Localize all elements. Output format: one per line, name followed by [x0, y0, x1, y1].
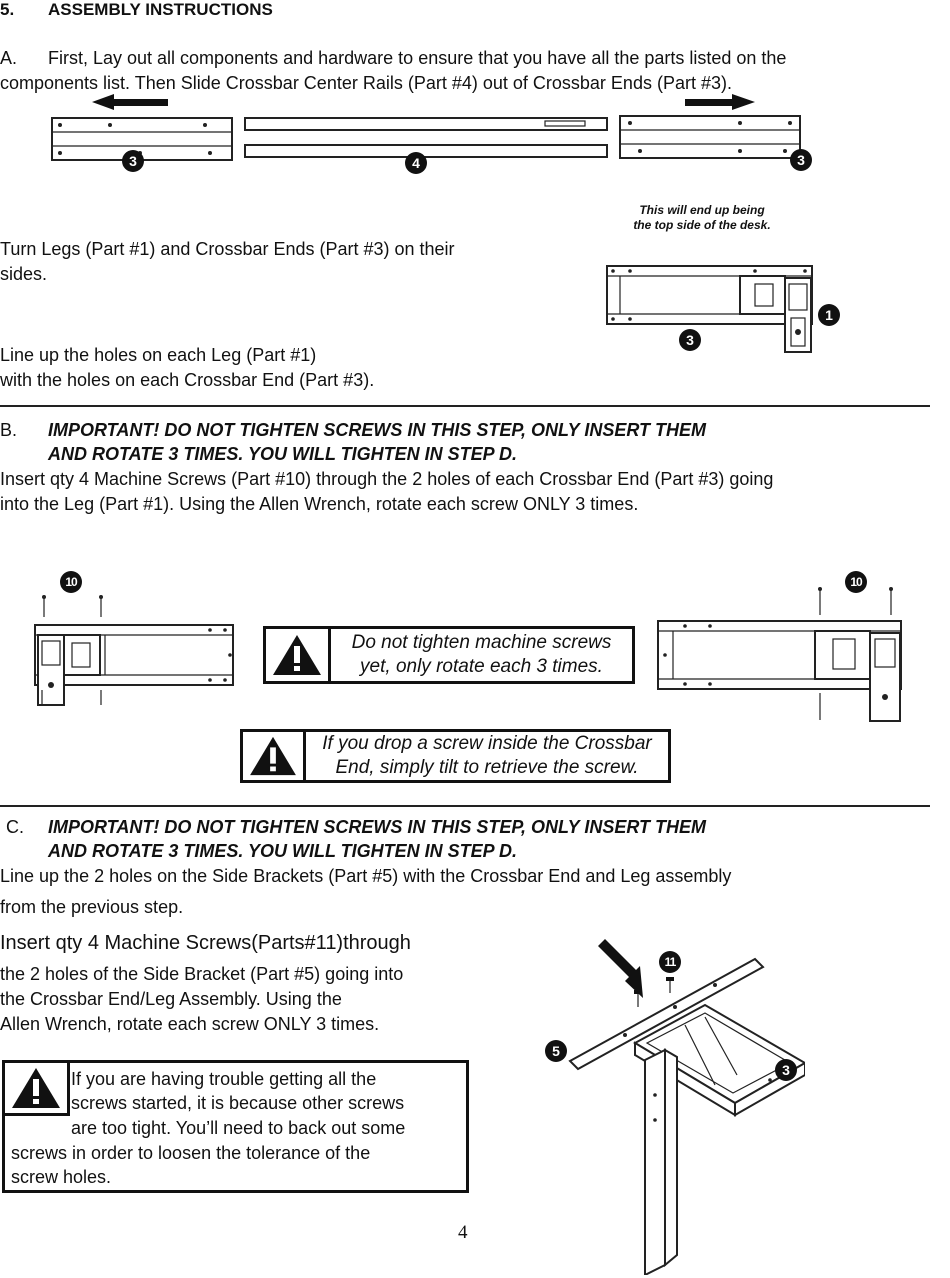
- step-b-line1: Insert qty 4 Machine Screws (Part #10) through the 2 holes of each Crossbar End (Part #3) going: [0, 469, 774, 489]
- insert-line4: Allen Wrench, rotate each screw ONLY 3 times.: [0, 1014, 380, 1034]
- side-bracket-diagram: [565, 935, 805, 1275]
- step-b-letter: B.: [0, 420, 18, 440]
- step-c-line1: Line up the 2 holes on the Side Brackets (Part #5) with the Crossbar End and Leg assembly: [0, 866, 732, 886]
- note-line1: If you are having trouble getting all the: [71, 1069, 377, 1089]
- warning-tighten-line1: Do not tighten machine screws: [351, 632, 612, 653]
- callout-part-11: 11: [659, 951, 681, 973]
- note-line4: screws in order to loosen the tolerance of the: [11, 1143, 371, 1163]
- callout-part-4: 4: [405, 152, 427, 174]
- step-c-letter: C.: [6, 817, 24, 837]
- callout-part-10-right: 10: [845, 571, 867, 593]
- step-b-line2: into the Leg (Part #1). Using the Allen Wrench, rotate each screw ONLY 3 times.: [0, 494, 639, 514]
- warning-drop-line2: End, simply tilt to retrieve the screw.: [335, 757, 639, 778]
- step-a-line2: components list. Then Slide Crossbar Center Rails (Part #4) out of Crossbar Ends (Part #3).: [0, 73, 732, 93]
- step-b-important-1: IMPORTANT! DO NOT TIGHTEN SCREWS IN THIS STEP, ONLY INSERT THEM: [48, 420, 707, 440]
- step-c-important-1: IMPORTANT! DO NOT TIGHTEN SCREWS IN THIS STEP, ONLY INSERT THEM: [48, 817, 707, 837]
- step-a-letter: A.: [0, 48, 18, 68]
- turn-line1: Turn Legs (Part #1) and Crossbar Ends (Part #3) on their: [0, 239, 455, 259]
- insert-line1: Insert qty 4 Machine Screws(Parts#11)through: [0, 932, 411, 954]
- callout-part-3-right: 3: [790, 149, 812, 171]
- caption-line2: the top side of the desk.: [633, 218, 771, 232]
- right-assembly-diagram: [655, 585, 910, 725]
- insert-line2: the 2 holes of the Side Bracket (Part #5) going into: [0, 964, 404, 984]
- step-c-line2: from the previous step.: [0, 897, 184, 917]
- warning-box-tighten: [263, 626, 635, 684]
- warning-drop-text: [306, 732, 668, 780]
- warning-icon: [5, 1063, 70, 1116]
- crossbar-rails-diagram: [40, 92, 820, 177]
- turn-line2: sides.: [0, 264, 48, 284]
- warning-tighten-line2: yet, only rotate each 3 times.: [360, 656, 603, 677]
- step-a-line1: First, Lay out all components and hardware to ensure that you have all the parts listed on the: [48, 48, 787, 68]
- callout-part-5: 5: [545, 1040, 567, 1062]
- section-number: 5.: [0, 0, 15, 19]
- insert-line3: the Crossbar End/Leg Assembly. Using the: [0, 989, 342, 1009]
- warning-drop-line1: If you drop a screw inside the Crossbar: [322, 733, 652, 754]
- leg-crossbar-diagram: [605, 262, 825, 357]
- callout-part-3: 3: [679, 329, 701, 351]
- warning-icon: [243, 732, 306, 780]
- top-side-caption: [622, 203, 782, 233]
- divider-c: [0, 805, 930, 807]
- warning-tighten-text: [331, 629, 632, 681]
- callout-part-3: 3: [775, 1059, 797, 1081]
- caption-line1: This will end up being: [639, 203, 765, 217]
- note-box-trouble: [2, 1060, 469, 1193]
- note-line2: screws started, it is because other screws: [71, 1093, 405, 1113]
- warning-icon: [266, 629, 331, 681]
- step-b-important-2: AND ROTATE 3 TIMES. YOU WILL TIGHTEN IN STEP D.: [48, 444, 518, 464]
- page-number: 4: [458, 1222, 468, 1243]
- lineup-line1: Line up the holes on each Leg (Part #1): [0, 345, 317, 365]
- lineup-line2: with the holes on each Crossbar End (Part #3).: [0, 370, 375, 390]
- divider-b: [0, 405, 930, 407]
- left-assembly-diagram: [30, 595, 240, 710]
- callout-part-10-left: 10: [60, 571, 82, 593]
- section-title: ASSEMBLY INSTRUCTIONS: [48, 0, 273, 19]
- step-c-important-2: AND ROTATE 3 TIMES. YOU WILL TIGHTEN IN STEP D.: [48, 841, 518, 861]
- note-line3: are too tight. You’ll need to back out some: [71, 1118, 406, 1138]
- callout-part-1: 1: [818, 304, 840, 326]
- warning-box-drop: [240, 729, 671, 783]
- note-line5: screw holes.: [11, 1167, 112, 1187]
- callout-part-3-left: 3: [122, 150, 144, 172]
